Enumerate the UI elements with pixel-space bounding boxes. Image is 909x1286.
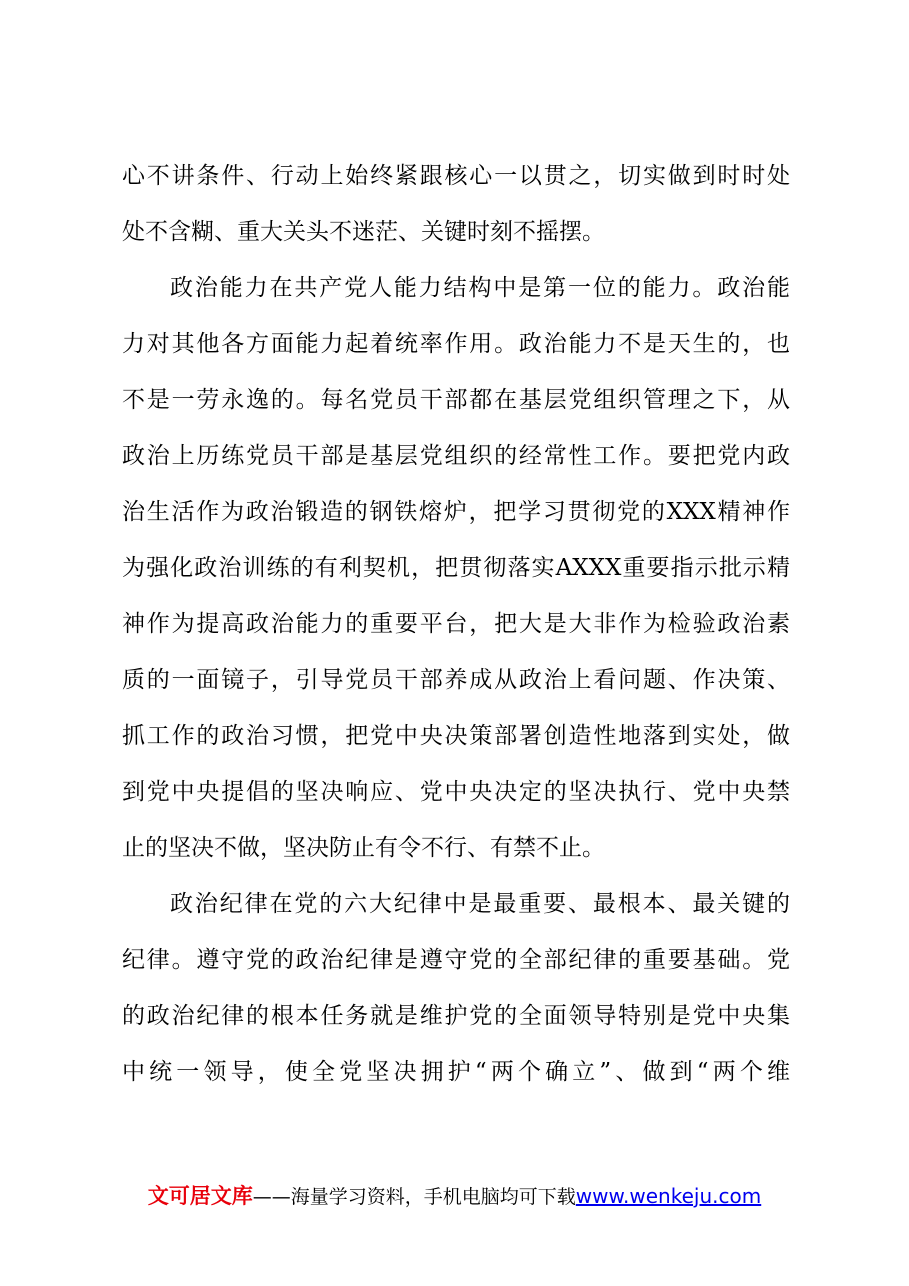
text-line: 处不含糊、重大关头不迷茫、关键时刻不摇摆。: [122, 219, 605, 245]
footer-slogan: ——海量学习资料，手机电脑均可下载: [252, 1186, 576, 1208]
text-line: 力对其他各方面能力起着统率作用。政治能力不是天生的，也: [122, 331, 790, 357]
text-line: 政治纪律在党的六大纪律中是最重要、最根本、最关键的: [170, 891, 790, 917]
text-line: 中统一领导，使全党坚决拥护“两个确立”、做到“两个维: [122, 1059, 790, 1085]
text-line: 到党中央提倡的坚决响应、党中央决定的坚决执行、党中央禁: [122, 779, 790, 805]
text-line: 心不讲条件、行动上始终紧跟核心一以贯之，切实做到时时处: [122, 163, 790, 189]
text-line: 不是一劳永逸的。每名党员干部都在基层党组织管理之下，从: [122, 387, 790, 413]
page-footer: [0, 1180, 909, 1210]
text-line: 为强化政治训练的有利契机，把贯彻落实AXXX重要指示批示精: [122, 555, 790, 581]
text-line: 政治能力在共产党人能力结构中是第一位的能力。政治能: [170, 275, 790, 301]
text-line: 政治上历练党员干部是基层党组织的经常性工作。要把党内政: [122, 443, 790, 469]
text-line: 治生活作为政治锻造的钢铁熔炉，把学习贯彻党的XXX精神作: [122, 499, 790, 525]
text-line: 质的一面镜子，引导党员干部养成从政治上看问题、作决策、: [122, 667, 790, 693]
footer-brand: 文可居文库: [147, 1184, 253, 1208]
text-line: 止的坚决不做，坚决防止有令不行、有禁不止。: [122, 835, 605, 861]
text-line: 纪律。遵守党的政治纪律是遵守党的全部纪律的重要基础。党: [122, 947, 790, 973]
text-line: 抓工作的政治习惯，把党中央决策部署创造性地落到实处，做: [122, 723, 790, 749]
text-line: 的政治纪律的根本任务就是维护党的全面领导特别是党中央集: [122, 1003, 790, 1029]
footer-link[interactable]: www.wenkeju.com: [575, 1184, 762, 1208]
body-text: [122, 148, 790, 1100]
text-line: 神作为提高政治能力的重要平台，把大是大非作为检验政治素: [122, 611, 790, 637]
